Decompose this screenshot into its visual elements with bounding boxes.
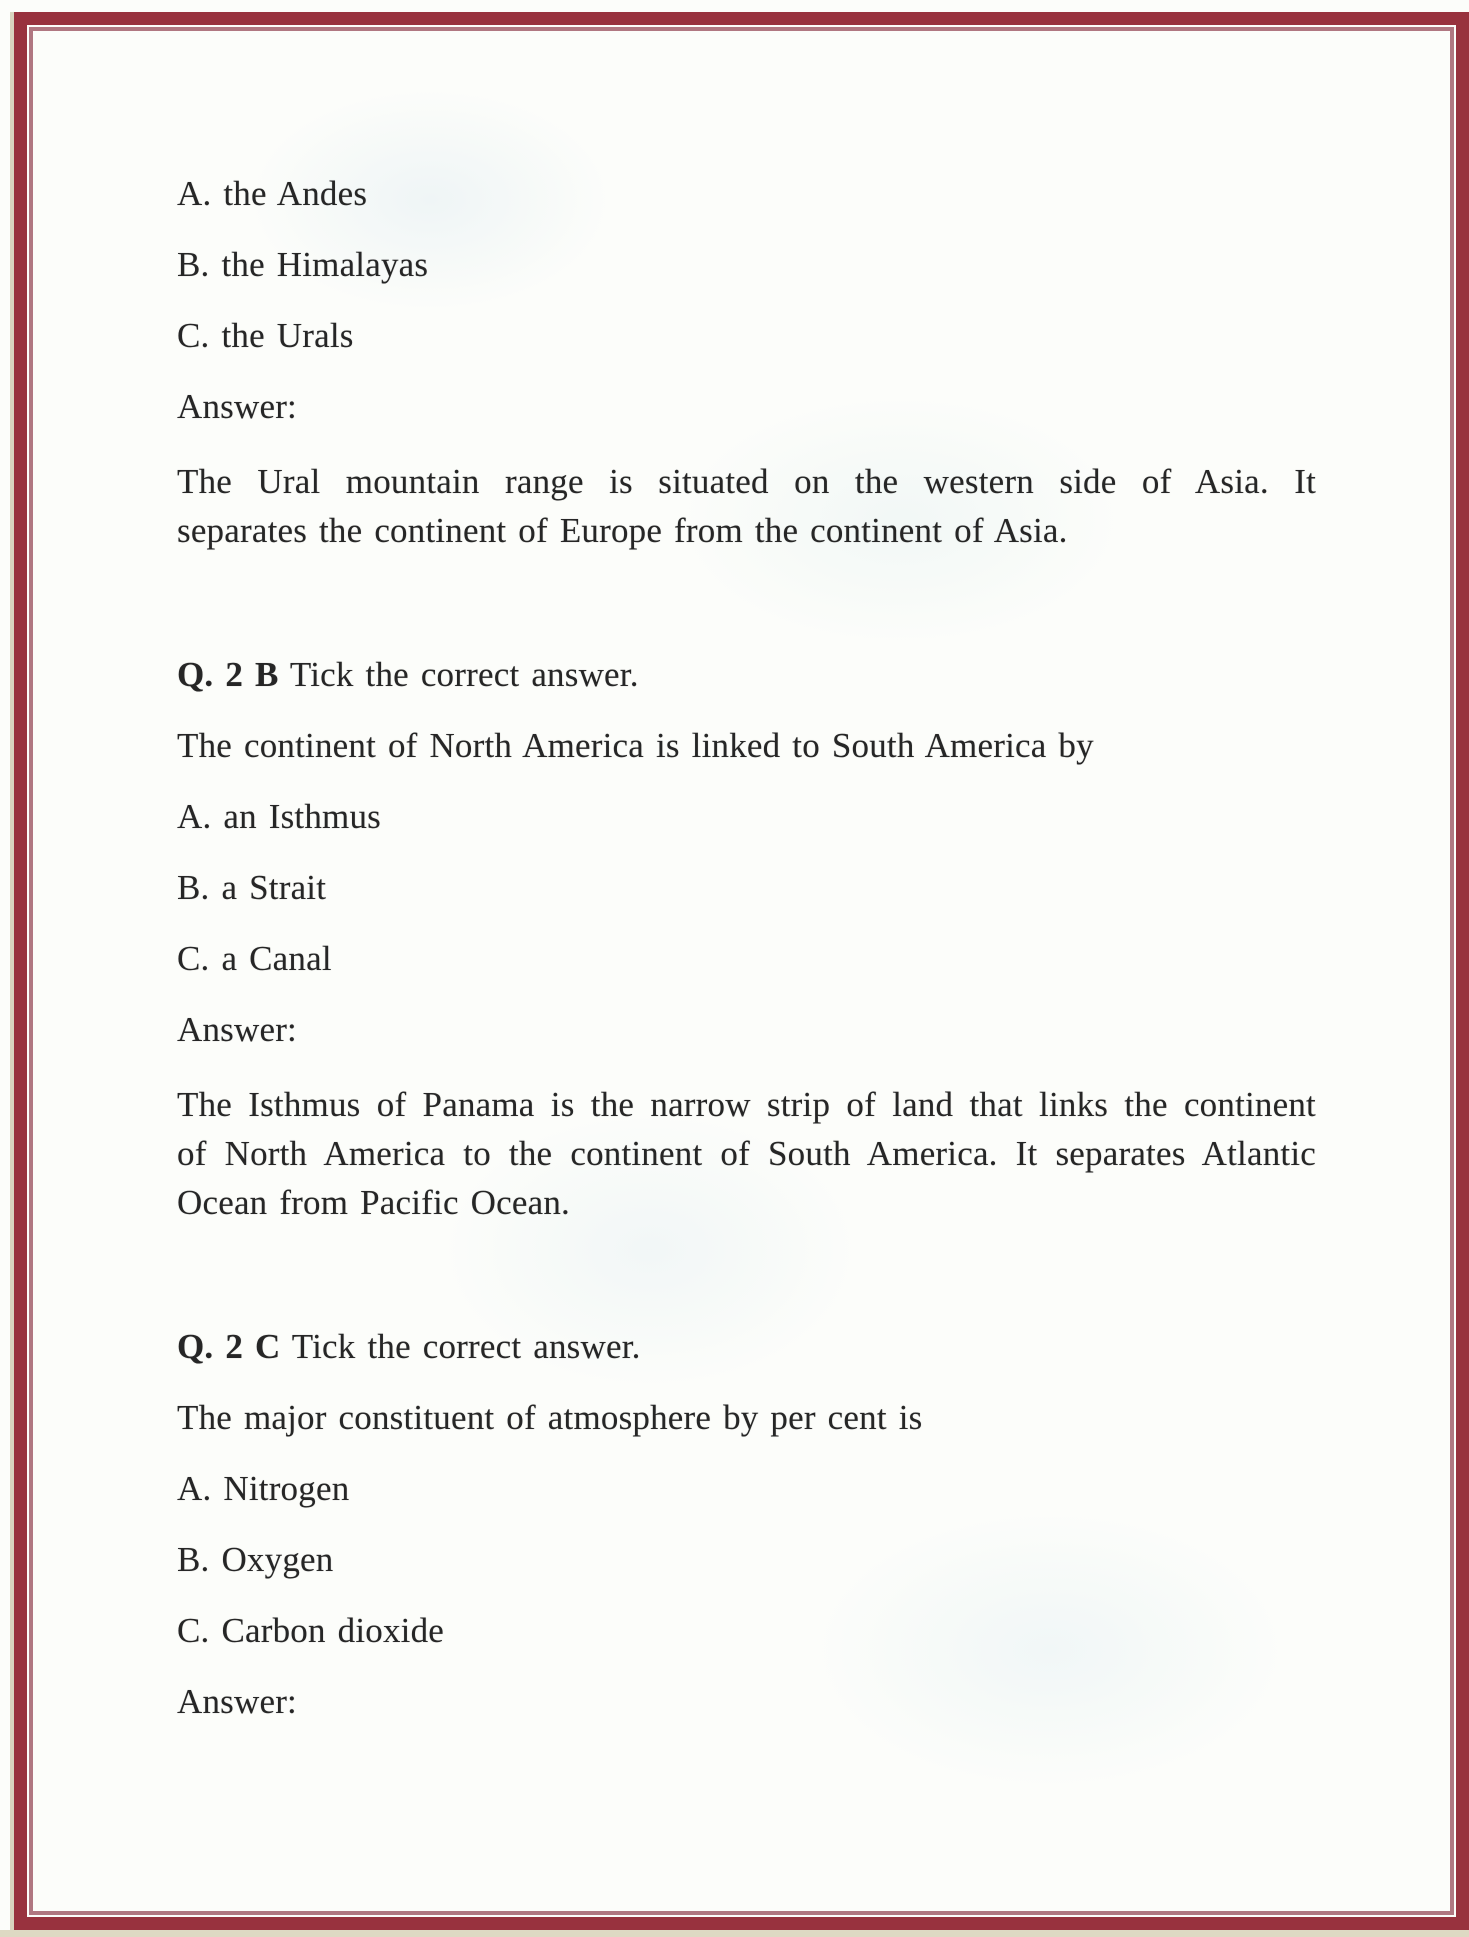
question-heading xyxy=(177,650,1316,699)
answer-label: Answer: xyxy=(177,1682,297,1721)
answer-line: separates the continent of Europe from the continent of Asia. xyxy=(177,511,1068,550)
answer-line: of North America to the continent of South America. It separates Atlantic xyxy=(177,1134,1316,1173)
option-line: B. Oxygen xyxy=(177,1540,334,1579)
answer-line: The Ural mountain range is situated on the western side of Asia. It xyxy=(177,462,1316,501)
answer-paragraph xyxy=(177,1080,1316,1227)
option-line: A. an Isthmus xyxy=(177,797,382,836)
page-frame-inner xyxy=(29,27,1454,1915)
option-line: C. Carbon dioxide xyxy=(177,1611,445,1650)
option-line: B. a Strait xyxy=(177,868,327,907)
question-label: Q. 2 C xyxy=(177,1327,281,1366)
question-label: Q. 2 B xyxy=(177,655,279,694)
option-line: A. the Andes xyxy=(177,174,368,213)
question-text: The major constituent of atmosphere by per cent is xyxy=(177,1398,923,1437)
answer-line: The Isthmus of Panama is the narrow strip of land that links the continent xyxy=(177,1085,1316,1124)
question-instruction: Tick the correct answer. xyxy=(289,655,639,694)
document-content xyxy=(66,62,1431,1880)
option-line: C. a Canal xyxy=(177,939,332,978)
question-heading xyxy=(177,1322,1316,1371)
page-frame-outer xyxy=(14,12,1469,1930)
page-edge-bottom xyxy=(0,1930,1469,1937)
answer-line: Ocean from Pacific Ocean. xyxy=(177,1183,570,1222)
option-line: B. the Himalayas xyxy=(177,245,429,284)
question-text: The continent of North America is linked to South America by xyxy=(177,726,1094,765)
answer-label: Answer: xyxy=(177,1010,297,1049)
option-line: A. Nitrogen xyxy=(177,1469,350,1508)
question-instruction: Tick the correct answer. xyxy=(291,1327,641,1366)
answer-paragraph xyxy=(177,457,1316,555)
option-line: C. the Urals xyxy=(177,316,354,355)
answer-label: Answer: xyxy=(177,387,297,426)
